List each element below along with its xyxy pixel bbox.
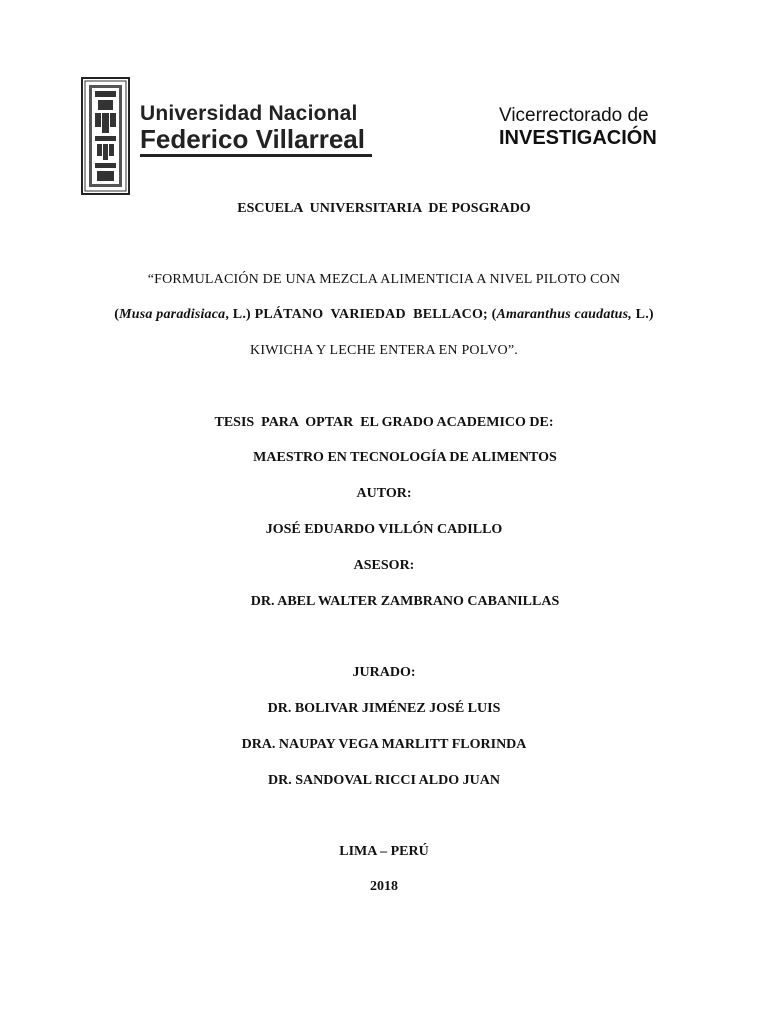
jury-member: DR. SANDOVAL RICCI ALDO JUAN bbox=[268, 773, 500, 788]
author-name: JOSÉ EDUARDO VILLÓN CADILLO bbox=[265, 522, 503, 537]
jury-member: DR. BOLIVAR JIMÉNEZ JOSÉ LUIS bbox=[267, 701, 501, 716]
crest-pattern-icon bbox=[83, 79, 128, 193]
thesis-title-line2: (Musa paradisiaca, L.) PLÁTANO VARIEDAD BELLACO; (Amaranthus caudatus, L.) bbox=[114, 307, 654, 322]
advisor-name: DR. ABEL WALTER ZAMBRANO CABANILLAS bbox=[250, 594, 560, 609]
thesis-degree-statement: TESIS PARA OPTAR EL GRADO ACADEMICO DE: bbox=[214, 415, 554, 430]
author-label: AUTOR: bbox=[356, 486, 412, 501]
university-name-line1: Universidad Nacional bbox=[140, 102, 358, 125]
school-name: ESCUELA UNIVERSITARIA DE POSGRADO bbox=[237, 201, 531, 216]
thesis-title-line3: KIWICHA Y LECHE ENTERA EN POLVO”. bbox=[250, 343, 518, 358]
vice-rectorate-line1: Vicerrectorado de bbox=[499, 105, 649, 126]
degree-name: MAESTRO EN TECNOLOGÍA DE ALIMENTOS bbox=[253, 450, 557, 465]
scientific-name-musa: Musa paradisiaca bbox=[119, 307, 226, 322]
place: LIMA – PERÚ bbox=[339, 844, 429, 859]
jury-member: DRA. NAUPAY VEGA MARLITT FLORINDA bbox=[241, 737, 527, 752]
thesis-title-line1: “FORMULACIÓN DE UNA MEZCLA ALIMENTICIA A NIVEL PILOTO CON bbox=[147, 272, 621, 287]
year: 2018 bbox=[370, 879, 398, 894]
university-crest-logo bbox=[81, 77, 130, 195]
vice-rectorate-line2: INVESTIGACIÓN bbox=[499, 127, 657, 149]
university-name-underline bbox=[140, 154, 372, 157]
jury-label: JURADO: bbox=[352, 665, 416, 680]
scientific-name-amaranthus: Amaranthus caudatus, bbox=[496, 307, 632, 322]
advisor-label: ASESOR: bbox=[353, 558, 415, 573]
university-name-line2: Federico Villarreal bbox=[140, 124, 365, 154]
